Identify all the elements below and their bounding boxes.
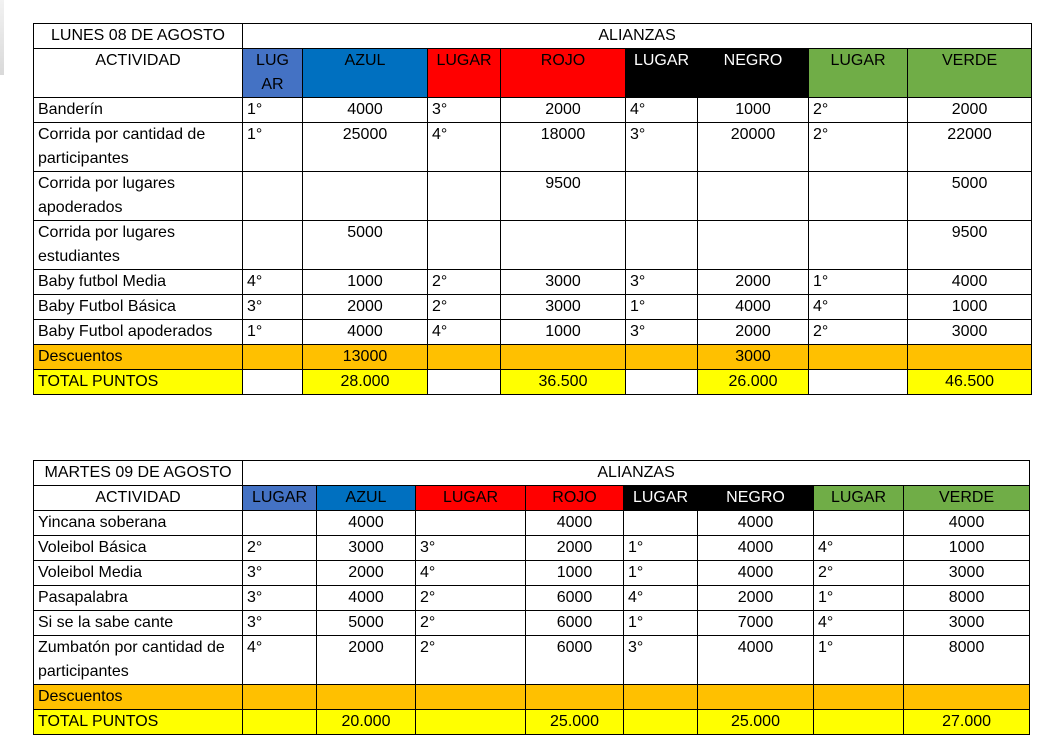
table-row: [34, 295, 1032, 320]
descuentos-rojo: [526, 685, 624, 710]
negro-cell: 4000: [698, 511, 814, 536]
lugar-rojo-cell: 2°: [428, 295, 501, 320]
total-label: TOTAL PUNTOS: [34, 710, 243, 735]
descuentos-cell: [626, 345, 698, 370]
activity-cell: Voleibol Media: [34, 561, 243, 586]
lugar-verde-cell: 1°: [814, 586, 904, 611]
negro-cell: 4000: [698, 536, 814, 561]
azul-cell: 25000: [303, 123, 428, 172]
header-lugar-verde: LUGAR: [809, 49, 908, 98]
descuentos-label: Descuentos: [34, 685, 243, 710]
total-verde: 46.500: [908, 370, 1032, 395]
negro-cell: 7000: [698, 611, 814, 636]
total-blank-cell: [814, 710, 904, 735]
descuentos-cell: [428, 345, 501, 370]
negro-cell: 2000: [698, 320, 809, 345]
descuentos-verde: [904, 685, 1030, 710]
activity-cell: Baby Futbol apoderados: [34, 320, 243, 345]
azul-cell: [303, 172, 428, 221]
activity-cell: Corrida por cantidad de participantes: [34, 123, 243, 172]
lugar-azul-cell: 1°: [243, 320, 303, 345]
header-activity: ACTIVIDAD: [34, 486, 243, 511]
descuentos-cell: [243, 685, 317, 710]
lugar-verde-cell: 2°: [809, 98, 908, 123]
descuentos-cell: [814, 685, 904, 710]
lugar-azul-cell: 3°: [243, 611, 317, 636]
lugar-negro-cell: 1°: [626, 295, 698, 320]
lugar-negro-cell: 1°: [624, 536, 698, 561]
negro-cell: 2000: [698, 586, 814, 611]
window-edge-shadow: [0, 0, 4, 75]
header-lugar-rojo: LUGAR: [428, 49, 501, 98]
scores-table-monday: [33, 23, 1032, 395]
title-row: [34, 461, 1030, 486]
lugar-negro-cell: 4°: [624, 586, 698, 611]
azul-cell: 4000: [317, 586, 416, 611]
descuentos-negro: [698, 685, 814, 710]
descuentos-row: [34, 345, 1032, 370]
lugar-azul-cell: 3°: [243, 295, 303, 320]
rojo-cell: 3000: [501, 295, 626, 320]
rojo-cell: 9500: [501, 172, 626, 221]
azul-cell: 4000: [303, 98, 428, 123]
header-activity: ACTIVIDAD: [34, 49, 243, 98]
verde-cell: 4000: [908, 270, 1032, 295]
header-rojo: ROJO: [501, 49, 626, 98]
lugar-rojo-cell: 2°: [428, 270, 501, 295]
total-rojo: 25.000: [526, 710, 624, 735]
verde-cell: 8000: [904, 636, 1030, 685]
verde-cell: 4000: [904, 511, 1030, 536]
table-row: [34, 98, 1032, 123]
azul-cell: 5000: [303, 221, 428, 270]
table-row: [34, 561, 1030, 586]
azul-cell: 5000: [317, 611, 416, 636]
lugar-negro-cell: 4°: [626, 98, 698, 123]
lugar-verde-cell: 2°: [814, 561, 904, 586]
table-row: [34, 270, 1032, 295]
descuentos-row: [34, 685, 1030, 710]
lugar-verde-cell: 2°: [809, 123, 908, 172]
total-blank-cell: [626, 370, 698, 395]
descuentos-cell: [243, 345, 303, 370]
descuentos-cell: [416, 685, 526, 710]
negro-cell: 2000: [698, 270, 809, 295]
table-row: [34, 511, 1030, 536]
lugar-verde-cell: [814, 511, 904, 536]
total-blank-cell: [624, 710, 698, 735]
lugar-negro-cell: 3°: [626, 123, 698, 172]
activity-cell: Baby futbol Media: [34, 270, 243, 295]
lugar-azul-cell: 3°: [243, 586, 317, 611]
table-row: [34, 123, 1032, 172]
verde-cell: 3000: [904, 611, 1030, 636]
date-title: LUNES 08 DE AGOSTO: [34, 24, 243, 49]
lugar-verde-cell: 4°: [814, 536, 904, 561]
rojo-cell: 18000: [501, 123, 626, 172]
table-row: [34, 636, 1030, 685]
total-blank-cell: [243, 710, 317, 735]
azul-cell: 2000: [317, 636, 416, 685]
rojo-cell: [501, 221, 626, 270]
lugar-negro-cell: 3°: [626, 320, 698, 345]
lugar-rojo-cell: 3°: [416, 536, 526, 561]
lugar-azul-cell: [243, 221, 303, 270]
lugar-negro-cell: 3°: [624, 636, 698, 685]
negro-cell: 20000: [698, 123, 809, 172]
azul-cell: 2000: [303, 295, 428, 320]
descuentos-negro: 3000: [698, 345, 809, 370]
lugar-rojo-cell: 4°: [428, 123, 501, 172]
total-negro: 25.000: [698, 710, 814, 735]
lugar-azul-cell: [243, 172, 303, 221]
azul-cell: 2000: [317, 561, 416, 586]
lugar-azul-cell: 4°: [243, 270, 303, 295]
total-blank-cell: [243, 370, 303, 395]
lugar-verde-cell: 2°: [809, 320, 908, 345]
table-row: [34, 536, 1030, 561]
header-negro: NEGRO: [698, 49, 809, 98]
negro-cell: [698, 172, 809, 221]
verde-cell: 22000: [908, 123, 1032, 172]
total-azul: 20.000: [317, 710, 416, 735]
azul-cell: 1000: [303, 270, 428, 295]
negro-cell: [698, 221, 809, 270]
lugar-verde-cell: 4°: [809, 295, 908, 320]
rojo-cell: 6000: [526, 636, 624, 685]
activity-cell: Corrida por lugares apoderados: [34, 172, 243, 221]
lugar-rojo-cell: 2°: [416, 586, 526, 611]
table-row: [34, 172, 1032, 221]
total-label: TOTAL PUNTOS: [34, 370, 243, 395]
lugar-negro-cell: 1°: [624, 611, 698, 636]
lugar-azul-cell: 4°: [243, 636, 317, 685]
header-rojo: ROJO: [526, 486, 624, 511]
lugar-verde-cell: 4°: [814, 611, 904, 636]
header-row: [34, 49, 1032, 98]
total-rojo: 36.500: [501, 370, 626, 395]
verde-cell: 1000: [904, 536, 1030, 561]
verde-cell: 8000: [904, 586, 1030, 611]
activity-cell: Voleibol Básica: [34, 536, 243, 561]
header-row: [34, 486, 1030, 511]
descuentos-verde: [908, 345, 1032, 370]
total-verde: 27.000: [904, 710, 1030, 735]
total-row: [34, 370, 1032, 395]
negro-cell: 4000: [698, 295, 809, 320]
lugar-azul-cell: 2°: [243, 536, 317, 561]
lugar-rojo-cell: 2°: [416, 611, 526, 636]
lugar-rojo-cell: 2°: [416, 636, 526, 685]
descuentos-cell: [809, 345, 908, 370]
group-title: ALIANZAS: [243, 461, 1030, 486]
lugar-azul-cell: 1°: [243, 98, 303, 123]
verde-cell: 1000: [908, 295, 1032, 320]
activity-cell: Yincana soberana: [34, 511, 243, 536]
descuentos-azul: [317, 685, 416, 710]
header-lugar-rojo: LUGAR: [416, 486, 526, 511]
lugar-rojo-cell: 3°: [428, 98, 501, 123]
scores-table-tuesday: [33, 460, 1030, 735]
verde-cell: 2000: [908, 98, 1032, 123]
rojo-cell: 2000: [501, 98, 626, 123]
header-lugar-azul: LUGAR: [243, 486, 317, 511]
lugar-verde-cell: [809, 172, 908, 221]
activity-cell: Si se la sabe cante: [34, 611, 243, 636]
header-verde: VERDE: [904, 486, 1030, 511]
lugar-rojo-cell: [428, 172, 501, 221]
total-blank-cell: [428, 370, 501, 395]
table-row: [34, 611, 1030, 636]
lugar-negro-cell: [624, 511, 698, 536]
header-lugar-negro: LUGAR: [624, 486, 698, 511]
negro-cell: 4000: [698, 636, 814, 685]
lugar-rojo-cell: 4°: [416, 561, 526, 586]
verde-cell: 3000: [904, 561, 1030, 586]
total-azul: 28.000: [303, 370, 428, 395]
lugar-verde-cell: [809, 221, 908, 270]
lugar-negro-cell: [626, 172, 698, 221]
azul-cell: 3000: [317, 536, 416, 561]
header-lugar-azul: LUG AR: [243, 49, 303, 98]
table-row: [34, 586, 1030, 611]
lugar-negro-cell: 3°: [626, 270, 698, 295]
activity-cell: Zumbatón por cantidad de participantes: [34, 636, 243, 685]
total-negro: 26.000: [698, 370, 809, 395]
table-row: [34, 320, 1032, 345]
lugar-verde-cell: 1°: [814, 636, 904, 685]
descuentos-label: Descuentos: [34, 345, 243, 370]
rojo-cell: 3000: [501, 270, 626, 295]
rojo-cell: 6000: [526, 586, 624, 611]
date-title: MARTES 09 DE AGOSTO: [34, 461, 243, 486]
lugar-rojo-cell: 4°: [428, 320, 501, 345]
negro-cell: 4000: [698, 561, 814, 586]
header-lugar-negro: LUGAR: [626, 49, 698, 98]
total-row: [34, 710, 1030, 735]
azul-cell: 4000: [303, 320, 428, 345]
title-row: [34, 24, 1032, 49]
verde-cell: 3000: [908, 320, 1032, 345]
activity-cell: Pasapalabra: [34, 586, 243, 611]
descuentos-cell: [624, 685, 698, 710]
activity-cell: Banderín: [34, 98, 243, 123]
header-azul: AZUL: [317, 486, 416, 511]
lugar-verde-cell: 1°: [809, 270, 908, 295]
rojo-cell: 6000: [526, 611, 624, 636]
total-blank-cell: [809, 370, 908, 395]
azul-cell: 4000: [317, 511, 416, 536]
descuentos-rojo: [501, 345, 626, 370]
total-blank-cell: [416, 710, 526, 735]
header-verde: VERDE: [908, 49, 1032, 98]
lugar-negro-cell: 1°: [624, 561, 698, 586]
rojo-cell: 1000: [501, 320, 626, 345]
group-title: ALIANZAS: [243, 24, 1032, 49]
negro-cell: 1000: [698, 98, 809, 123]
header-negro: NEGRO: [698, 486, 814, 511]
descuentos-azul: 13000: [303, 345, 428, 370]
verde-cell: 9500: [908, 221, 1032, 270]
activity-cell: Baby Futbol Básica: [34, 295, 243, 320]
header-azul: AZUL: [303, 49, 428, 98]
lugar-azul-cell: 3°: [243, 561, 317, 586]
lugar-azul-cell: 1°: [243, 123, 303, 172]
rojo-cell: 1000: [526, 561, 624, 586]
table-row: [34, 221, 1032, 270]
activity-cell: Corrida por lugares estudiantes: [34, 221, 243, 270]
lugar-rojo-cell: [416, 511, 526, 536]
verde-cell: 5000: [908, 172, 1032, 221]
lugar-azul-cell: [243, 511, 317, 536]
rojo-cell: 2000: [526, 536, 624, 561]
lugar-negro-cell: [626, 221, 698, 270]
rojo-cell: 4000: [526, 511, 624, 536]
header-lugar-verde: LUGAR: [814, 486, 904, 511]
lugar-rojo-cell: [428, 221, 501, 270]
